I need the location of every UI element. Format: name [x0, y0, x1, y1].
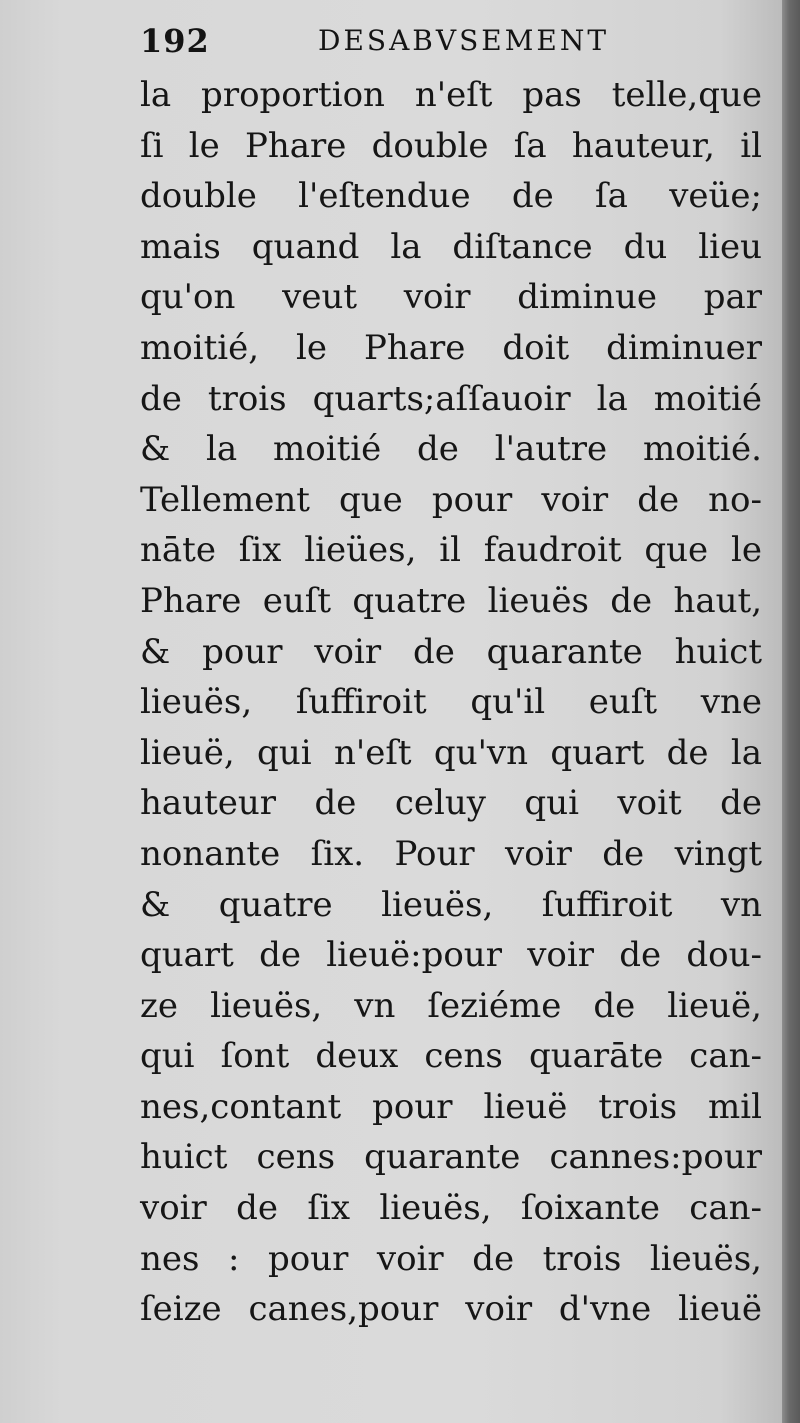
running-head: DESABVSEMENT	[318, 24, 609, 57]
text-line: hauteur de celuy qui voit de	[140, 783, 762, 824]
text-line: huict cens quarante cannes:pour	[140, 1137, 762, 1178]
text-line: voir de ſix lieuës, ſoixante can-	[140, 1188, 762, 1229]
text-line: la proportion n'eſt pas telle,que	[140, 75, 762, 115]
text-line: nonante ſix. Pour voir de vingt	[140, 833, 762, 874]
text-line: & pour voir de quarante huict	[140, 631, 762, 672]
text-line: ſeize canes,pour voir d'vne lieuë	[140, 1289, 762, 1330]
text-line: Phare euſt quatre lieuës de haut,	[140, 580, 762, 621]
text-line: ze lieuës, vn ſeziéme de lieuë,	[140, 985, 762, 1026]
text-line: quart de lieuë:pour voir de dou-	[140, 935, 762, 976]
text-line: & quatre lieuës, ſuffiroit vn	[140, 884, 762, 925]
text-line: double l'eſtendue de ſa veüe;	[140, 176, 762, 217]
page-binding-edge	[782, 0, 800, 1423]
text-line: nāte ſix lieües, il faudroit que le	[140, 530, 762, 571]
text-line: mais quand la diſtance du lieu	[140, 226, 762, 267]
text-line: & la moitié de l'autre moitié.	[140, 429, 762, 470]
text-line: qui ſont deux cens quarāte can-	[140, 1036, 762, 1077]
text-line: Tellement que pour voir de no-	[140, 479, 762, 520]
text-line: moitié, le Phare doit diminuer	[140, 327, 762, 368]
text-line: lieuës, ſuffiroit qu'il euſt vne	[140, 682, 762, 723]
text-line: de trois quarts;aſſauoir la moitié	[140, 378, 762, 419]
text-line: qu'on veut voir diminue par	[140, 277, 762, 318]
text-line: ſi le Phare double ſa hauteur, il	[140, 125, 762, 166]
page-number: 192	[140, 22, 210, 60]
body-text	[140, 70, 762, 1335]
text-line: nes,contant pour lieuë trois mil	[140, 1086, 762, 1127]
text-line: nes : pour voir de trois lieuës,	[140, 1238, 762, 1279]
page-header	[140, 22, 750, 62]
text-line: lieuë, qui n'eſt qu'vn quart de la	[140, 732, 762, 773]
